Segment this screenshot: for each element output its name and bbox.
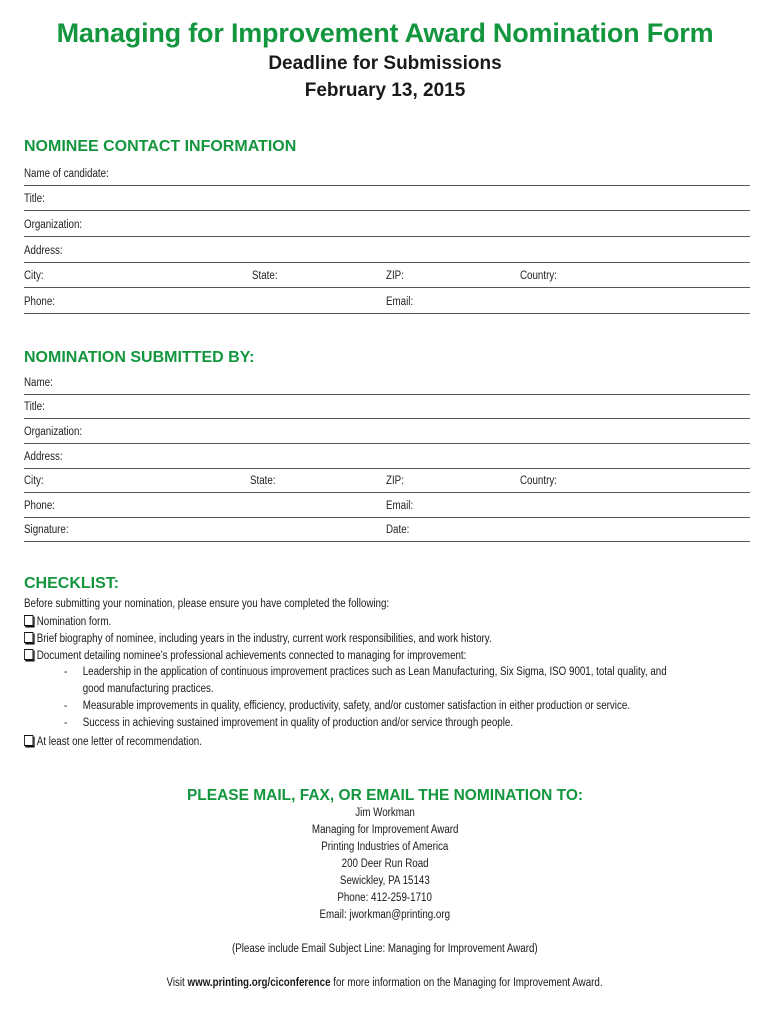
nominee-city-label: City: <box>24 270 44 282</box>
dash-bullet: - <box>64 666 68 678</box>
submitter-name-label: Name: <box>24 377 53 389</box>
nominee-title-field[interactable] <box>24 190 750 211</box>
nominee-phone-email-row[interactable] <box>24 293 750 314</box>
checklist-heading: CHECKLIST: <box>24 575 120 592</box>
city-state-zip: Sewickley, PA 15143 <box>340 875 430 887</box>
checklist-item[interactable] <box>24 615 111 628</box>
contact-phone: Phone: 412-259-1710 <box>337 892 433 904</box>
contact-email[interactable]: Email: jworkman@printing.org <box>319 909 451 921</box>
checkbox-icon[interactable] <box>24 615 33 626</box>
award-name: Managing for Improvement Award <box>311 824 459 836</box>
nominee-email-label: Email: <box>386 296 414 308</box>
submitter-phone-email-row[interactable] <box>24 497 750 518</box>
visit-line: Visit www.printing.org/ciconference for more information on the Managing for Improvement Award. <box>166 977 604 989</box>
submitter-section-heading: NOMINATION SUBMITTED BY: <box>24 349 255 366</box>
checklist-item[interactable] <box>24 632 492 645</box>
checklist-item-label: Nomination form. <box>36 616 112 628</box>
checkbox-icon[interactable] <box>24 735 33 746</box>
dash-bullet: - <box>64 700 68 712</box>
form-title: Managing for Improvement Award Nomination Form <box>56 18 714 48</box>
nominee-address-label: Address: <box>24 245 63 257</box>
deadline-label: Deadline for Submissions <box>268 53 502 74</box>
deadline-date: February 13, 2015 <box>304 80 466 101</box>
nominee-organization-label: Organization: <box>24 219 83 231</box>
submitter-title-label: Title: <box>24 401 45 413</box>
nominee-phone-label: Phone: <box>24 296 55 308</box>
submitter-city-state-zip-row[interactable] <box>24 472 750 493</box>
website-link[interactable]: www.printing.org/ciconference <box>187 977 331 989</box>
submitter-zip-label: ZIP: <box>386 475 404 487</box>
submitter-organization-field[interactable] <box>24 423 750 444</box>
submitter-email-label: Email: <box>386 500 414 512</box>
nominee-address-field[interactable] <box>24 242 750 263</box>
nominee-organization-field[interactable] <box>24 216 750 237</box>
nominee-zip-label: ZIP: <box>386 270 404 282</box>
submitter-title-field[interactable] <box>24 398 750 419</box>
nominee-title-label: Title: <box>24 193 45 205</box>
checklist-sub-item: - Leadership in the application of continuous improvement practices such as Lean Manufacturing, Six Sigma, ISO 9001, total quality, and <box>64 666 667 678</box>
submitter-signature-label: Signature: <box>24 524 69 536</box>
nominee-name-label: Name of candidate: <box>24 168 109 180</box>
checklist-item-label: Document detailing nominee’s professional achievements connected to managing for improvement: <box>36 650 467 662</box>
submitter-country-label: Country: <box>520 475 557 487</box>
submitter-signature-date-row[interactable] <box>24 521 750 542</box>
nominee-city-state-zip-row[interactable] <box>24 267 750 288</box>
submitter-date-label: Date: <box>386 524 410 536</box>
submitter-organization-label: Organization: <box>24 426 83 438</box>
subject-line-note: (Please include Email Subject Line: Managing for Improvement Award) <box>232 943 538 955</box>
submitter-state-label: State: <box>250 475 276 487</box>
mail-heading: PLEASE MAIL, FAX, OR EMAIL THE NOMINATION TO: <box>186 787 584 804</box>
submitter-address-field[interactable] <box>24 448 750 469</box>
nominee-name-field[interactable] <box>24 165 750 186</box>
submitter-address-label: Address: <box>24 451 63 463</box>
checkbox-icon[interactable] <box>24 649 33 660</box>
checklist-item[interactable] <box>24 735 202 748</box>
submitter-city-label: City: <box>24 475 44 487</box>
contact-name: Jim Workman <box>355 807 415 819</box>
checklist-item-label: At least one letter of recommendation. <box>36 736 202 748</box>
checklist-item[interactable] <box>24 649 466 662</box>
dash-bullet: - <box>64 717 68 729</box>
checklist-item-label: Brief biography of nominee, including years in the industry, current work responsibilities, and work history. <box>36 633 492 645</box>
nominee-state-label: State: <box>252 270 278 282</box>
submitter-name-field[interactable] <box>24 374 750 395</box>
organization-name: Printing Industries of America <box>321 841 449 853</box>
checklist-sub-item: - Measurable improvements in quality, efficiency, productivity, safety, and/or customer satisfaction in either production or service. <box>64 700 630 712</box>
nominee-country-label: Country: <box>520 270 557 282</box>
checklist-sub-item: - Success in achieving sustained improvement in quality of production and/or service through people. <box>64 717 514 729</box>
submitter-phone-label: Phone: <box>24 500 55 512</box>
checkbox-icon[interactable] <box>24 632 33 643</box>
checklist-sub-item-continuation: good manufacturing practices. <box>82 683 214 695</box>
nominee-section-heading: NOMINEE CONTACT INFORMATION <box>24 138 297 155</box>
checklist-intro: Before submitting your nomination, please ensure you have completed the following: <box>24 598 390 610</box>
street-address: 200 Deer Run Road <box>341 858 429 870</box>
